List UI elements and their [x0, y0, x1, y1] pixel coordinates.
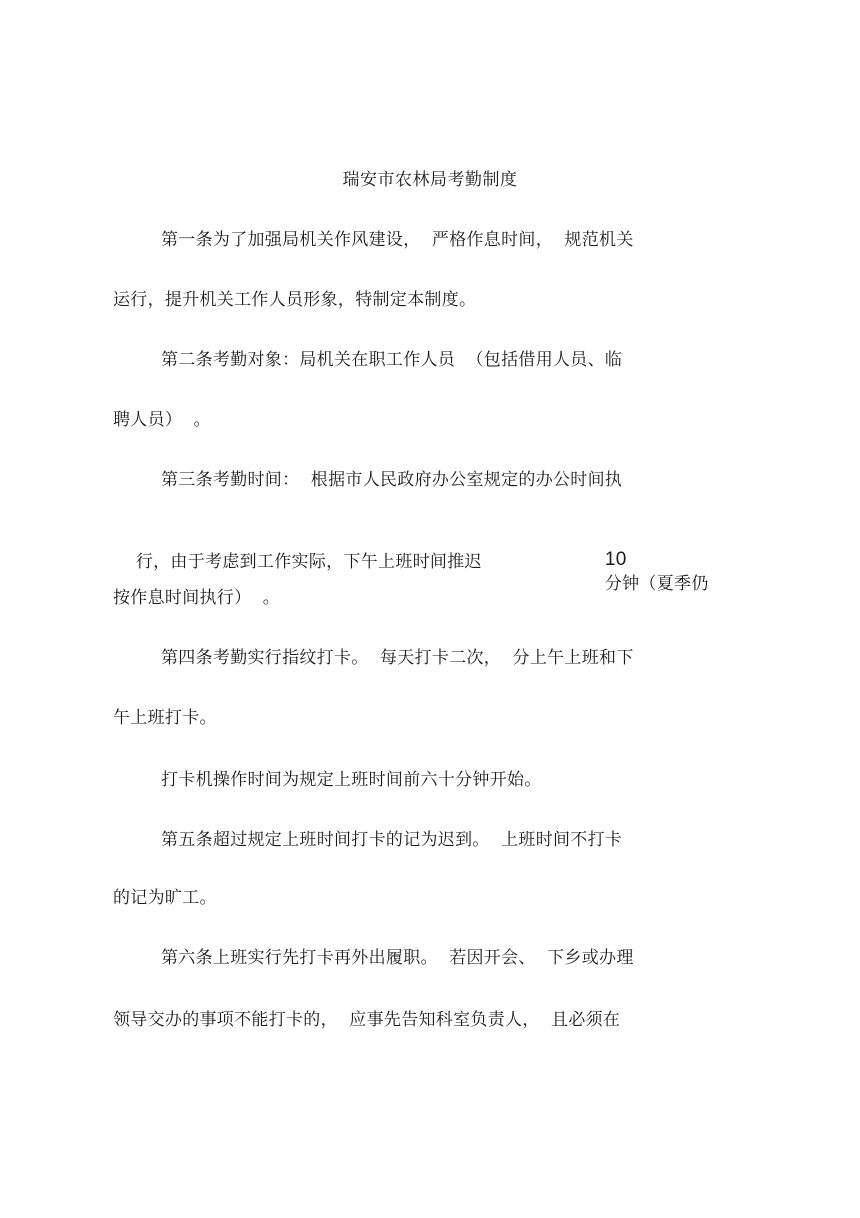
paragraph-line: 领导交办的事项不能打卡的， 应事先告知科室负责人， 且必须在 [113, 1010, 621, 1030]
paragraph-line: 午上班打卡。 [113, 708, 217, 728]
paragraph-line: 第六条上班实行先打卡再外出履职。 若因开会、 下乡或办理 [161, 948, 634, 968]
paragraph-line: 的记为旷工。 [113, 888, 217, 908]
line-segment: 分钟（夏季仍 [604, 574, 709, 594]
paragraph-line [582, 524, 709, 620]
paragraph-line: 聘人员） 。 [113, 410, 211, 430]
line-segment: 行，由于考虑到工作实际，下午上班时间推迟 [135, 552, 482, 572]
paragraph-line: 打卡机操作时间为规定上班时间前六十分钟开始。 [161, 770, 542, 790]
paragraph-line: 运行，提升机关工作人员形象，特制定本制度。 [113, 290, 477, 310]
document-title: 瑞安市农林局考勤制度 [342, 170, 518, 190]
paragraph-line: 第三条考勤时间： 根据市人民政府办公室规定的办公时间执 [161, 470, 623, 490]
paragraph-line: 第二条考勤对象：局机关在职工作人员 （包括借用人员、临 [161, 350, 623, 370]
paragraph-line: 第一条为了加强局机关作风建设， 严格作息时间， 规范机关 [161, 230, 634, 250]
paragraph-line: 第五条超过规定上班时间打卡的记为迟到。 上班时间不打卡 [161, 830, 623, 850]
number-value: 10 [604, 549, 627, 570]
paragraph-line: 第四条考勤实行指纹打卡。 每天打卡二次， 分上午上班和下 [161, 648, 634, 668]
paragraph-line: 按作息时间执行） 。 [113, 588, 281, 608]
